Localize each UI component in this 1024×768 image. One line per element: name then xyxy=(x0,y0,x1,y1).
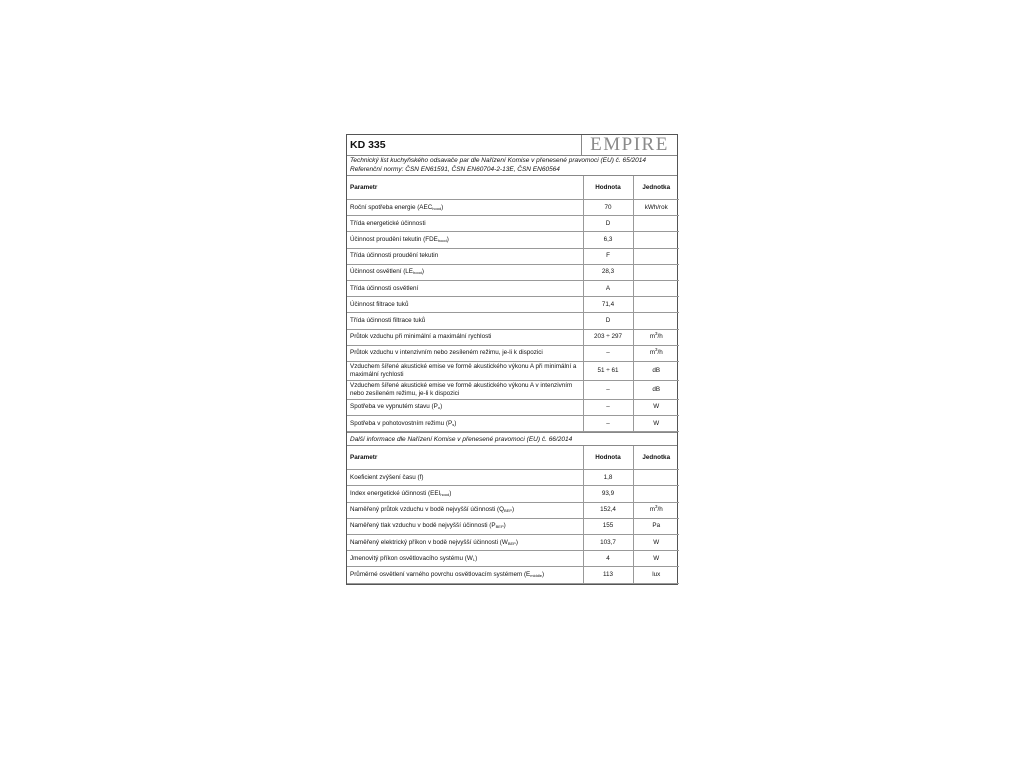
param-subscript: o xyxy=(437,405,441,411)
unit-text: Pa xyxy=(652,522,661,530)
param-cell xyxy=(347,518,583,534)
unit-cell xyxy=(633,232,679,248)
param-label-end: ) xyxy=(446,235,449,243)
value-cell: 4 xyxy=(583,551,633,567)
param-subscript: hood xyxy=(437,237,447,243)
param-cell xyxy=(347,551,583,567)
param-label-end: ) xyxy=(475,554,478,562)
value-cell: 93,9 xyxy=(583,486,633,502)
unit-text: W xyxy=(653,419,660,427)
param-cell xyxy=(347,216,583,232)
param-label: Průtok vzduchu v intenzivním nebo zesíleném režimu, je-li k dispozici xyxy=(350,349,543,357)
param-cell xyxy=(347,345,583,361)
unit-text-end: /h xyxy=(657,349,663,357)
sheet-header xyxy=(347,135,677,156)
param-cell xyxy=(347,313,583,329)
value-cell: F xyxy=(583,248,633,264)
param-label: Vzduchem šířené akustické emise ve formě akustického výkonu A při minimální a maximální rychlosti xyxy=(350,362,577,378)
value-cell: D xyxy=(583,313,633,329)
param-label-end: ) xyxy=(503,522,506,530)
unit-cell xyxy=(633,567,679,583)
param-label: Roční spotřeba energie (AEC xyxy=(350,203,433,211)
value-cell: – xyxy=(583,416,633,432)
unit-text-end: /h xyxy=(657,333,663,341)
param-label: Průtok vzduchu při minimální a maximální rychlosti xyxy=(350,333,492,341)
table-row xyxy=(347,380,679,399)
unit-cell xyxy=(633,551,679,567)
unit-cell xyxy=(633,399,679,415)
table-row xyxy=(347,470,679,486)
unit-text: kWh/rok xyxy=(644,203,668,211)
value-cell: 152,4 xyxy=(583,502,633,518)
param-cell xyxy=(347,200,583,216)
value-cell: 1,8 xyxy=(583,470,633,486)
table-header-row xyxy=(347,446,679,470)
param-label: Třída energetické účinnosti xyxy=(350,219,426,227)
table-row xyxy=(347,486,679,502)
value-cell: 155 xyxy=(583,518,633,534)
param-label-end: ) xyxy=(454,419,457,427)
table-row xyxy=(347,329,679,345)
param-label-end: ) xyxy=(542,570,545,578)
param-label-end: ) xyxy=(440,403,443,411)
table-row xyxy=(347,280,679,296)
param-subscript: hood xyxy=(432,205,442,211)
param-label: Index energetické účinnosti (EEI xyxy=(350,490,441,498)
regulation-line: Technický list kuchyňského odsavače par dle Nařízení Komise v přenesené pravomoci (EU) č. 65/2014 xyxy=(350,157,647,164)
param-label: Účinnost filtrace tuků xyxy=(350,300,409,308)
unit-cell xyxy=(633,280,679,296)
param-cell xyxy=(347,297,583,313)
param-label: Účinnost proudění tekutin (FDE xyxy=(350,235,438,243)
value-cell: 71,4 xyxy=(583,297,633,313)
product-data-sheet xyxy=(346,134,678,585)
table-row xyxy=(347,416,679,432)
table-row xyxy=(347,297,679,313)
param-label-end: ) xyxy=(449,490,452,498)
unit-cell xyxy=(633,329,679,345)
param-cell xyxy=(347,248,583,264)
model-name: KD 335 xyxy=(350,139,386,151)
param-label: Třída účinnosti filtrace tuků xyxy=(350,316,426,324)
parameters-table xyxy=(347,176,679,432)
value-cell: 203 ÷ 297 xyxy=(583,329,633,345)
table-row xyxy=(347,551,679,567)
unit-cell xyxy=(633,518,679,534)
unit-cell xyxy=(633,416,679,432)
value-cell: – xyxy=(583,345,633,361)
unit-text: W xyxy=(653,554,660,562)
table-row xyxy=(347,399,679,415)
table-row xyxy=(347,361,679,380)
standards-line: Referenční normy: ČSN EN61591, ČSN EN60704-2-13E, ČSN EN60564 xyxy=(350,165,560,173)
param-cell xyxy=(347,399,583,415)
param-subscript: hood xyxy=(413,270,422,276)
unit-cell xyxy=(633,216,679,232)
param-subscript: BEP xyxy=(507,540,516,546)
param-cell xyxy=(347,361,583,380)
table-row xyxy=(347,567,679,583)
table-row xyxy=(347,248,679,264)
unit-superscript: 3 xyxy=(654,504,658,510)
unit-cell xyxy=(633,297,679,313)
param-cell xyxy=(347,232,583,248)
param-cell xyxy=(347,329,583,345)
unit-text: m xyxy=(649,349,655,357)
param-label: Naměřený tlak vzduchu v bodě nejvyšší účinnosti (P xyxy=(350,522,496,530)
param-label-end: ) xyxy=(441,203,444,211)
unit-header: Jednotka xyxy=(633,446,679,470)
unit-cell xyxy=(633,486,679,502)
param-cell xyxy=(347,416,583,432)
value-cell: 6,3 xyxy=(583,232,633,248)
value-header: Hodnota xyxy=(583,446,633,470)
param-cell xyxy=(347,567,583,583)
table-row xyxy=(347,502,679,518)
param-header: Parametr xyxy=(347,176,583,200)
param-label-end: ) xyxy=(515,538,518,546)
value-cell: 113 xyxy=(583,567,633,583)
unit-cell xyxy=(633,248,679,264)
value-cell: 70 xyxy=(583,200,633,216)
table-row xyxy=(347,313,679,329)
param-label: Účinnost osvětlení (LE xyxy=(350,268,413,276)
unit-text: W xyxy=(653,403,660,411)
unit-text: W xyxy=(653,538,660,546)
value-cell: A xyxy=(583,280,633,296)
unit-cell xyxy=(633,200,679,216)
param-subscript: s xyxy=(452,421,455,427)
table-row xyxy=(347,264,679,280)
sheet-intro xyxy=(347,156,677,176)
param-subscript: hood xyxy=(440,492,450,498)
value-header: Hodnota xyxy=(583,176,633,200)
param-cell xyxy=(347,470,583,486)
param-cell xyxy=(347,502,583,518)
unit-text: lux xyxy=(652,570,661,578)
value-cell: – xyxy=(583,380,633,399)
param-label: Průměrné osvětlení varného povrchu osvětlovacím systémem (E xyxy=(350,570,531,578)
unit-cell xyxy=(633,345,679,361)
value-cell: D xyxy=(583,216,633,232)
param-subscript: middle xyxy=(530,572,543,578)
additional-info-note: Další informace dle Nařízení Komise v přenesené pravomoci (EU) č. 66/2014 xyxy=(347,432,677,446)
unit-cell xyxy=(633,470,679,486)
table-row xyxy=(347,535,679,551)
value-cell: 51 ÷ 61 xyxy=(583,361,633,380)
param-label: Třída účinnosti proudění tekutin xyxy=(350,252,439,260)
unit-text: m xyxy=(649,333,655,341)
unit-text: dB xyxy=(652,366,661,374)
param-label: Naměřený elektrický příkon v bodě nejvyšší účinnosti (W xyxy=(350,538,508,546)
param-subscript: BEP xyxy=(504,508,513,514)
param-label: Vzduchem šířené akustické emise ve formě akustického výkonu A v intenzivním nebo zesíleném režimu, je-li k dispozici xyxy=(350,381,573,397)
param-label: Spotřeba v pohotovostním režimu (P xyxy=(350,419,453,427)
unit-text: m xyxy=(649,506,655,514)
value-cell: 28,3 xyxy=(583,264,633,280)
param-subscript: L xyxy=(472,556,476,562)
unit-cell xyxy=(633,535,679,551)
param-label: Jmenovitý příkon osvětlovacího systému (W xyxy=(350,554,473,562)
table-row xyxy=(347,216,679,232)
value-cell: – xyxy=(583,399,633,415)
table-header-row xyxy=(347,176,679,200)
param-cell xyxy=(347,486,583,502)
param-label: Třída účinnosti osvětlení xyxy=(350,284,419,292)
unit-header: Jednotka xyxy=(633,176,679,200)
unit-superscript: 3 xyxy=(654,347,658,353)
table-row xyxy=(347,345,679,361)
unit-cell xyxy=(633,361,679,380)
param-header: Parametr xyxy=(347,446,583,470)
param-cell xyxy=(347,264,583,280)
brand-logo: EMPIRE xyxy=(581,135,677,155)
param-label-end: ) xyxy=(421,268,425,276)
unit-cell xyxy=(633,264,679,280)
unit-text: dB xyxy=(652,385,661,393)
param-label: Spotřeba ve vypnutém stavu (P xyxy=(350,403,438,411)
unit-cell xyxy=(633,502,679,518)
table-row xyxy=(347,232,679,248)
param-subscript: BEP xyxy=(495,524,504,530)
param-cell xyxy=(347,380,583,399)
param-label: Naměřený průtok vzduchu v bodě nejvyšší účinnosti (Q xyxy=(350,506,504,514)
param-label: Koeficient zvýšení času (f) xyxy=(350,473,424,481)
unit-superscript: 3 xyxy=(654,331,658,336)
additional-parameters-table xyxy=(347,446,679,583)
unit-cell xyxy=(633,313,679,329)
unit-cell xyxy=(633,380,679,399)
param-cell xyxy=(347,280,583,296)
unit-text-end: /h xyxy=(657,506,663,514)
param-label-end: ) xyxy=(512,506,515,514)
param-cell xyxy=(347,535,583,551)
table-row xyxy=(347,518,679,534)
value-cell: 103,7 xyxy=(583,535,633,551)
table-row xyxy=(347,200,679,216)
